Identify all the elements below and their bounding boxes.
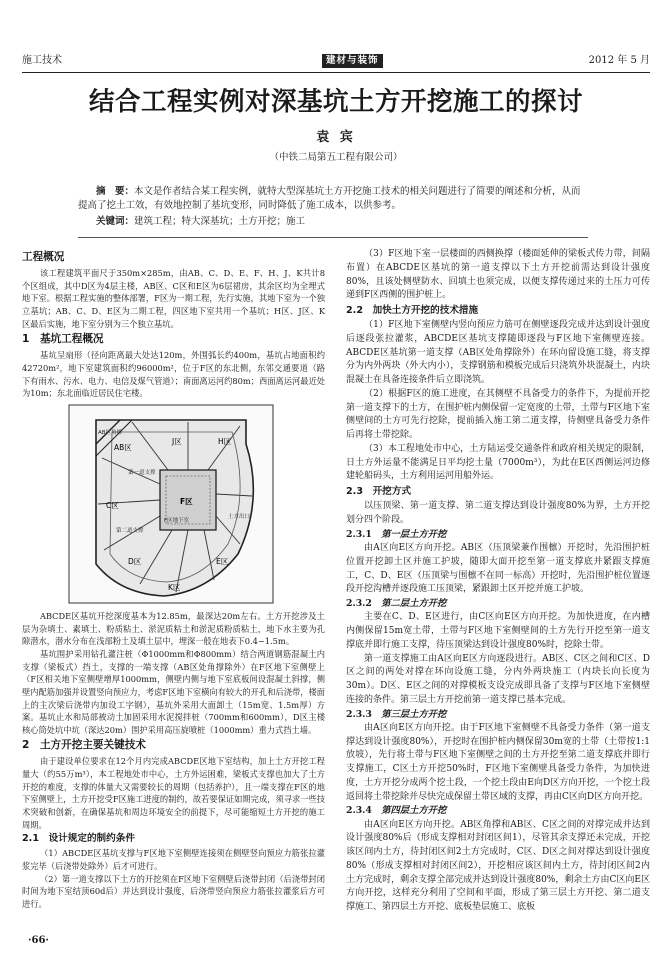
paragraph: 该工程建筑平面尺于350m×285m，由AB、C、D、E、F、H、J、K共计8个区组成，其中D区为4层主楼，AB区、C区和E区为6层裙房，其余区均为全埋式地下室。根据工程实施的整体部署，F区为一期工程，先行实施，其地下室为一个独立基坑；AB、C、D、E区为二期工程，四区地下室共用一个基坑；H区、J区、K区最后实施，地下室分别为三个独立基坑。 (22, 268, 325, 329)
figure-label-corner-strut: AB区角撑 (98, 429, 123, 436)
paragraph: 基坑围护采用钻孔灌注桩（Φ1000mm和Φ800mm）结合两道钢筋混凝土内支撑（梁板式）挡土，支撑的一端支撑（AB区处角撑除外）在F区地下室侧壁上（F区相关地下室侧壁增厚1000mm，侧壁内侧与地下室底板间设混凝土斜撑，侧壁内配筋加强并设置竖向预应力，考虑F区地下室横向有较大的开孔和后浇带，楼面上的主次梁后浇带内加设工字钢），基坑外采用大面卸土（15m宽、1.5m厚）方案。基坑止水和局部被动土加固采用水泥搅拌桩（700mm和600mm），D区主楼核心筒处坑中坑（深达20m）围护采用高压旋喷桩（1000mm）重力式挡土墙。 (22, 648, 325, 735)
section-heading: 工程概况 (22, 251, 65, 263)
header-journal-logo: 建材与装饰 (322, 54, 383, 68)
subsection-heading: 2.3 开挖方式 (346, 486, 411, 498)
subsubsection-number: 2.3.2 (346, 598, 382, 610)
subsubsection-title: 第四层土方开挖 (381, 805, 447, 817)
zone-label-d: D区 (128, 556, 142, 566)
paragraph: （1）ABCDE区基坑支撑与F区地下室侧壁连接须在侧壁竖向预应力筋张拉灌浆完毕（后浇带处除外）后才可进行。 (22, 848, 325, 872)
subsection-heading: 2.1 设计规定的制约条件 (22, 833, 135, 845)
paragraph: 第一道支撑施工由A区向E区方向逐段进行。AB区、C区之间和C区、D区之间的两处对撑在环向设施工缝，分内外两块施工（内块长向长度为30m）。D区、E区之间的对撑模板支设完成即具备了支撑与F区地下室侧壁连接的条件。第三层土方开挖前第一道支撑已基本完成。 (346, 653, 650, 705)
paragraph: （1）F区地下室侧壁内竖向预应力筋可在侧壁逐段完成并达到设计强度后逐段张拉灌浆，ABCDE区基坑支撑随即逐段与F区地下室侧壁连接。ABCDE区基坑第一道支撑（AB区处角撑除外）在环向留设施工缝，将支撑分为内外两块（外大内小），支撑钢筋和模板完成后只浇筑外块混凝土，内块混凝土在具备连接条件后立即浇筑。 (346, 320, 650, 386)
abstract (78, 185, 588, 213)
zone-label-k: K区 (168, 582, 181, 592)
subsubsection-number: 2.3.4 (346, 805, 382, 817)
paragraph: （3）本工程地处市中心，土方陆运受交通条件和政府相关规定的限制，日土方外运量不能满足日平均挖土量（7000m³），为此在E区西侧运河边修建轮船码头，土方利用运河用船外运。 (346, 443, 650, 482)
header-date: 2012 年 5 月 (588, 55, 650, 66)
keywords (96, 215, 588, 229)
figure-label-first-strut: 第一道支撑 (128, 469, 156, 476)
subsubsection-title: 第一层土方开挖 (381, 528, 447, 540)
paragraph: （2）第一道支撑以下土方的开挖须在F区地下室侧壁后浇带封闭（后浇带封闭时间为地下室结顶60d后）并达到设计强度，后浇带竖向预应力筋张拉灌浆后方可进行。 (22, 873, 325, 910)
keywords-text: 建筑工程；特大深基坑；土方开挖；施工 (134, 216, 306, 227)
running-header (22, 52, 650, 70)
subsubsection-heading (346, 528, 650, 542)
subsubsection-number: 2.3.3 (346, 708, 382, 720)
affiliation: （中铁二局第五工程有限公司） (269, 152, 403, 163)
site-plan-drawing (68, 404, 274, 604)
subsubsection-title: 第三层土方开挖 (381, 708, 447, 720)
zone-label-j: J区 (172, 436, 182, 446)
paragraph: 由A区向E区方向开挖。由于F区地下室侧壁不具备受力条件（第一道支撑达到设计强度80%），开挖时在围护桩内侧保留30m宽的土带（土带按1:1放坡），先行将土带与F区地下室侧壁之间的土方开挖至第二道支撑底并即行支撑施工，C区土方开挖50%时，F区地下室侧壁具备受力条件，为加快进度，土方开挖分成两个挖土段，一个挖土段由E向D区方向开挖，一个挖土段返回将土带挖除并尽快完成保留土带区域的支撑，再由C区向D区方向开挖。 (346, 722, 650, 802)
right-column (346, 248, 650, 915)
subsubsection-heading (346, 708, 650, 722)
paragraph: （2）根据F区的施工进度，在其侧壁不具备受力的条件下，为提前开挖第一道支撑下的土方，在围护桩内侧保留一定宽度的土带，土带与F区地下室侧壁间的土方可先行挖除，提前插入施工第二道支撑，待侧壁具备受力条件后再将土带挖除。 (346, 388, 650, 441)
paragraph: ABCDE区基坑开挖深度基本为12.85m，最深达20m左右。土方开挖涉及土层为杂填土、素填土、粉质粘土、淤泥质粘土和淤泥质粉质粘土，地下水主要为孔隙潜水，潜水分布在浅部粉土及填土层中，埋深一般在地表下0.4~1.5m。 (22, 610, 325, 647)
figure-label-f-basement: F区地下室 (164, 517, 190, 524)
paragraph: 由A区向E区方向开挖。AB区角撑和AB区、C区之间的对撑完成并达到设计强度80%后（形成支撑相对封闭区间1），尽管其余支撑还未完成，开挖该区间内土方，待封闭区间2土方完成时，C区、D区之间对撑达到设计强度80%（形成支撑相对封闭区间2），开挖相应该区间内土方，待封闭区间2内土方完成时，剩余支撑全部完成并达到设计强度80%，剩余土方由C区向E区方向开挖，这样充分利用了空间和平面，形成了第三层土方开挖、第二道支撑施工、第四层土方开挖、底板垫层施工、底板 (346, 819, 650, 913)
paragraph: 主要在C、D、E区进行，由C区向E区方向开挖。为加快进度，在内槽内侧保留15m宽土带，土带与F区地下室侧壁间的土方先行开挖至第一道支撑底并即行施工支撑，待压顶梁达到设计强度80%时，挖除土带。 (346, 612, 650, 650)
site-plan-figure (68, 404, 274, 604)
zone-label-ab: AB区 (114, 442, 132, 452)
zone-label-c: C区 (106, 500, 119, 510)
paragraph: （3）F区地下室一层楼面的西侧换撑（楼面延伸的梁板式传力带，间隔布置）在ABCDE区基坑的第一道支撑以下土方开挖前需达到设计强度80%，且该处侧壁防水、回填土也须完成，以便支撑传递过来的土压力可传递到F区西侧的围护桩上。 (346, 249, 650, 301)
subsubsection-number: 2.3.1 (346, 528, 382, 540)
subsubsection-heading (346, 597, 650, 611)
paper-title: 结合工程实例对深基坑土方开挖施工的探讨 (88, 87, 583, 117)
zone-label-f: F区 (180, 496, 193, 506)
page-number: ·66· (28, 935, 49, 946)
zone-label-e: E区 (216, 556, 229, 566)
figure-label-second-strut: 第二道支撑 (116, 527, 144, 534)
subsubsection-heading (346, 804, 650, 818)
abstract-text: 本文是作者结合某工程实例，就特大型深基坑土方开挖施工技术的相关问题进行了简要的阐述和分析，从而提高了挖土工效，有效地控制了基坑变形，同时降低了施工成本，以供参考。 (78, 186, 581, 211)
paragraph: 基坑呈扇形（径向距离最大处达120m，外围弧长约400m，基坑占地面积约42720m²，地下室建筑面积约96000m²，位于F区的东北侧，东邻交通要道（路下有雨水、污水、电力、电信及煤气管道）；南面离运河约80m；西面离运河最近处为10m；东北面临近居民住宅楼。 (22, 350, 325, 399)
zone-label-h: H区 (218, 436, 232, 446)
keywords-label: 关键词： (96, 216, 135, 227)
paragraph: 由A区向E区方向开挖。AB区（压顶梁兼作围檩）开挖时，先沿围护桩位置开挖卸土区并施工护坡，随即大面开挖至第一道支撑底并紧跟支撑施工，C、D、E区（压顶梁与围檩不在同一标高）开挖时，先沿围护桩位置逐段开挖沟槽并逐段施工压顶梁，紧跟卸土区开挖并施工护坡。 (346, 542, 650, 595)
header-section: 施工技术 (22, 55, 62, 66)
abstract-label: 摘 要： (96, 186, 135, 197)
left-column (22, 248, 325, 911)
header-rule (22, 72, 650, 73)
section-heading: 1 基坑工程概况 (22, 333, 104, 346)
paragraph: 由于建设单位要求在12个月内完成ABCDE区地下室结构，加上土方开挖工程量大（约55万m³），本工程地处市中心，土方外运困难，梁板式支撑也加大了土方开挖的难度，支撑的体量大又需要较长的周期（包括养护），且一端支撑在F区的地下室侧壁上，土方开挖受F区施工进度的制约，故若要保证如期完成，须寻求一些技术突破和创新，在确保基坑和周边环境安全的前提下，尽可能缩短土方开挖的施工周期。 (22, 756, 325, 830)
subsubsection-title: 第二层土方开挖 (381, 598, 447, 610)
section-heading: 2 土方开挖主要关键技术 (22, 739, 146, 752)
abstract-rule (78, 237, 588, 238)
author: 袁 宾 (316, 130, 356, 145)
figure-label-exit: 土方出口 (228, 513, 251, 520)
subsection-heading: 2.2 加快土方开挖的技术措施 (346, 305, 479, 317)
paragraph: 以压顶梁、第一道支撑、第二道支撑达到设计强度80%为界，土方开挖划分四个阶段。 (346, 501, 650, 526)
